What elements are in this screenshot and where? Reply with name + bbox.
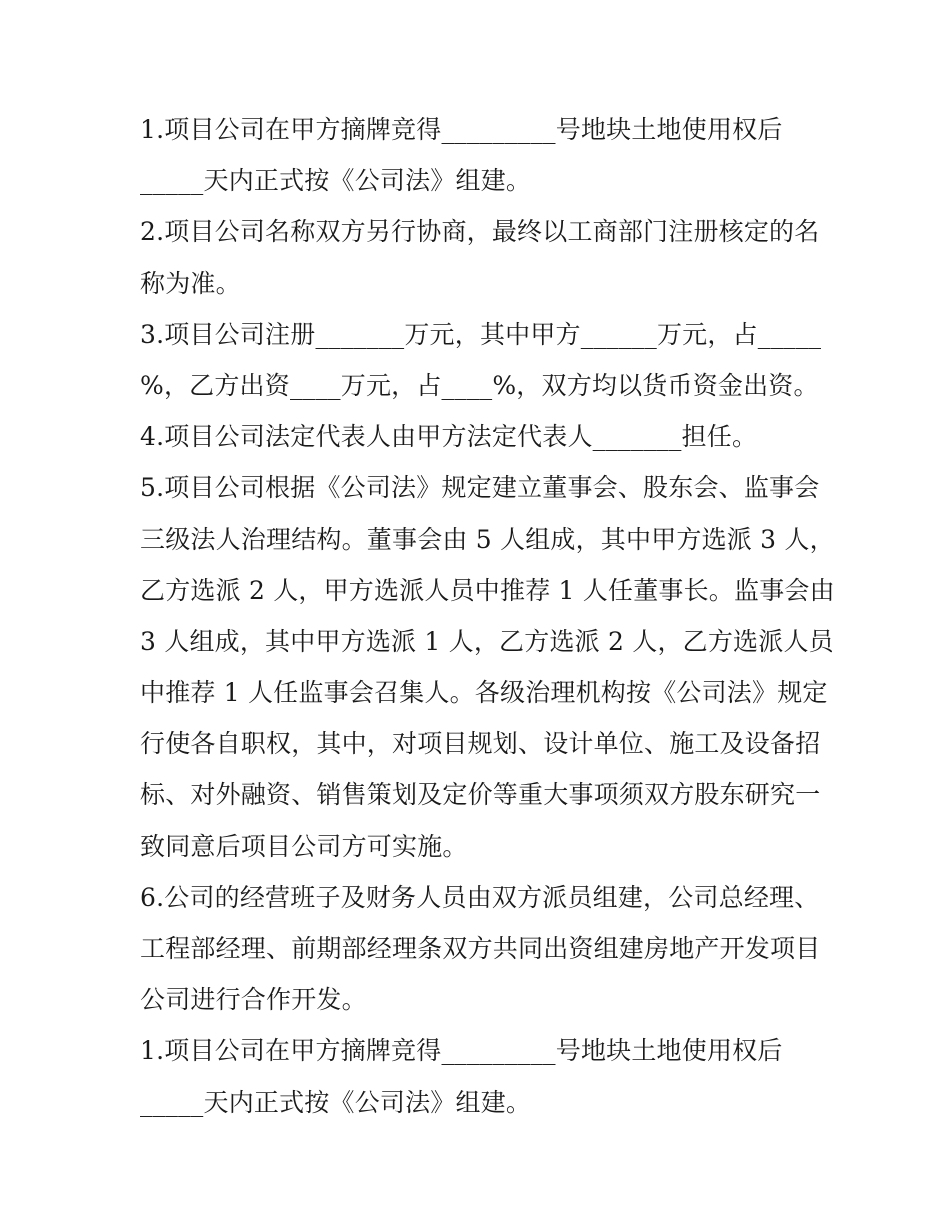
text-line: 3.项目公司注册_______万元，其中甲方______万元，占_____ xyxy=(140,319,822,349)
text-line: 4.项目公司法定代表人由甲方法定代表人_______担任。 xyxy=(140,422,758,452)
text-line: 致同意后项目公司方可实施。 xyxy=(140,831,468,861)
text-line: 行使各自职权，其中，对项目规划、设计单位、施工及设备招 xyxy=(140,729,821,759)
text-line: 称为准。 xyxy=(140,268,241,298)
text-line: 1.项目公司在甲方摘牌竞得_________号地块土地使用权后 xyxy=(140,1036,783,1066)
text-line: _____天内正式按《公司法》组建。 xyxy=(140,166,532,196)
text-line: 标、对外融资、销售策划及定价等重大事项须双方股东研究一 xyxy=(140,780,821,810)
text-line: 乙方选派 2 人，甲方选派人员中推荐 1 人任董事长。监事会由 xyxy=(140,575,835,605)
text-line: %，乙方出资____万元，占____%，双方均以货币资金出资。 xyxy=(140,370,819,400)
text-line: 5.项目公司根据《公司法》规定建立董事会、股东会、监事会 xyxy=(140,473,820,503)
text-line: 三级法人治理结构。董事会由 5 人组成，其中甲方选派 3 人， xyxy=(140,524,835,554)
text-line: 中推荐 1 人任监事会召集人。各级治理机构按《公司法》规定 xyxy=(140,678,828,708)
document-body xyxy=(140,104,835,1128)
text-line: 6.公司的经营班子及财务人员由双方派员组建，公司总经理、 xyxy=(140,882,820,912)
text-line: 3 人组成，其中甲方选派 1 人，乙方选派 2 人，乙方选派人员 xyxy=(140,626,834,656)
text-line: 工程部经理、前期部经理条双方共同出资组建房地产开发项目 xyxy=(140,934,821,963)
text-line: 公司进行合作开发。 xyxy=(140,985,367,1015)
text-line: 2.项目公司名称双方另行协商，最终以工商部门注册核定的名 xyxy=(140,217,820,247)
text-line: 1.项目公司在甲方摘牌竞得_________号地块土地使用权后 xyxy=(140,115,783,144)
text-line: _____天内正式按《公司法》组建。 xyxy=(140,1087,532,1117)
